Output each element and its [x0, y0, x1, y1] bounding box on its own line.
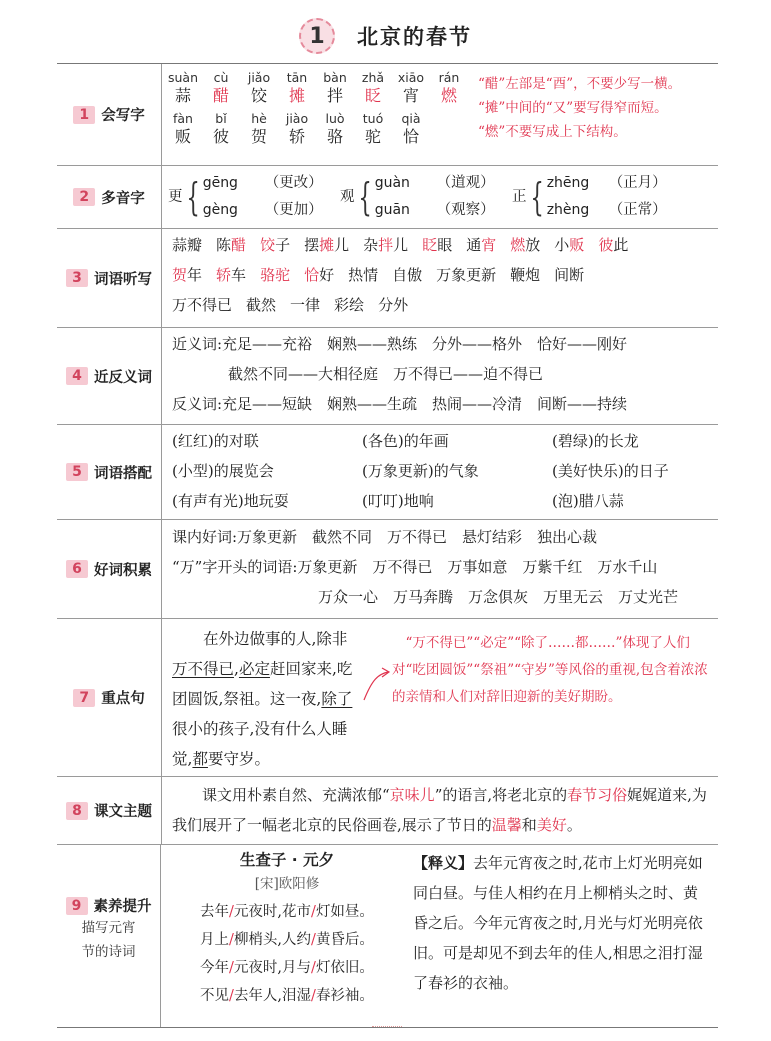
wan-words-line-2: 万众一心 万马奔腾 万念俱灰 万里无云 万丈光芒 [318, 588, 679, 606]
dictation-word [216, 260, 246, 290]
poem-line [171, 898, 403, 926]
row-subtitle: 描写元宵 [81, 920, 136, 936]
sentence-part: , [234, 660, 239, 678]
char-pinyin: rán [438, 70, 460, 85]
char-hanzi: 蒜 [174, 86, 191, 105]
char-hanzi: 驼 [364, 127, 381, 146]
collocation-item: (红红)的对联 [172, 432, 259, 450]
poem-segment: 去年人,泪湿 [233, 988, 312, 1004]
polyphone-group [168, 170, 340, 224]
text-part: ”的语言,将老北京的 [434, 786, 568, 804]
row-label [57, 777, 162, 844]
poem [171, 848, 403, 1027]
dictation-word [172, 260, 202, 290]
char-hanzi: 恰 [402, 127, 419, 146]
row-subtitle-2: 节的诗词 [81, 944, 136, 960]
word-part: 好 [319, 266, 335, 284]
char-hanzi: 燃 [440, 86, 457, 105]
dictation-word [466, 230, 496, 260]
word-part: 醋 [231, 236, 247, 254]
row-content [162, 425, 748, 519]
char-hanzi: 彼 [212, 127, 229, 146]
poem-lines [171, 898, 403, 1010]
collocation-item: (万象更新)的气象 [362, 462, 479, 480]
dictation-word [172, 230, 202, 260]
row-label [57, 425, 162, 519]
rhythm-slash: / [229, 904, 234, 920]
row-title: 词语听写 [94, 271, 152, 288]
word-part: 骆驼 [260, 266, 291, 284]
dictation-word [334, 290, 364, 320]
word-part: 分外 [378, 296, 409, 314]
char-pinyin: bǐ [215, 111, 227, 126]
char-pinyin: suàn [167, 70, 199, 85]
char-item [278, 111, 316, 148]
word-part: 蒜 [172, 236, 188, 254]
row-dictation [57, 229, 718, 328]
rhythm-slash: / [311, 904, 316, 920]
row-label [57, 229, 162, 327]
poem-segment: 不见 [200, 988, 230, 1004]
poem-segment: 灯如昼。 [315, 904, 374, 920]
reading-pinyin: gèng [202, 202, 238, 218]
reading-pinyin: guān [374, 202, 410, 218]
dictation-word [554, 260, 584, 290]
char-pinyin: luò [325, 111, 345, 126]
polyphone-reading [203, 170, 323, 197]
word-part: 瓣 [187, 236, 203, 254]
row-title: 好词积累 [94, 562, 152, 579]
dictation-word [554, 230, 584, 260]
row-writing-chars [57, 64, 718, 166]
char-pinyin: qià [401, 111, 421, 126]
poem-segment: 柳梢头,人约 [233, 932, 312, 948]
char-item [392, 111, 430, 148]
dictation-line [172, 260, 712, 290]
polyphone-char: 更 [168, 189, 183, 205]
dictation-word [436, 260, 496, 290]
word-part: 间断 [554, 266, 585, 284]
word-part: 摊 [319, 236, 335, 254]
char-pinyin: fàn [173, 111, 193, 126]
lesson-header [0, 14, 771, 58]
word-part: 杂 [363, 236, 379, 254]
sentence-part: 赶回家来,吃团圆饭,祭祖。这一夜, [172, 660, 353, 708]
row-content [162, 619, 718, 776]
reading-pinyin: zhēng [546, 175, 590, 191]
row-label [57, 166, 162, 228]
char-pinyin: bàn [323, 70, 347, 85]
word-part: 通 [466, 236, 482, 254]
row-title: 词语搭配 [94, 465, 152, 482]
word-part: 摆 [304, 236, 320, 254]
row-key-sentence [57, 619, 718, 777]
sentence-part: 要守岁。 [207, 750, 270, 768]
dictation-word [378, 290, 408, 320]
reading-pinyin: guàn [374, 175, 410, 191]
word-part: 燃 [510, 236, 526, 254]
row-content [162, 328, 718, 424]
char-hanzi: 宵 [402, 86, 419, 105]
row-content [162, 166, 718, 228]
poem-explanation [403, 848, 712, 1027]
dictation-word [260, 260, 290, 290]
row-label [57, 64, 162, 165]
reading-word: （正常） [608, 202, 667, 218]
row-number: 4 [66, 367, 88, 385]
char-item [240, 70, 278, 107]
word-part: 万不得已 [172, 296, 233, 314]
char-pinyin: jiào [285, 111, 309, 126]
row-label [57, 328, 162, 424]
char-hanzi: 贺 [250, 127, 267, 146]
char-line-2 [164, 111, 470, 148]
poem-segment: 元夜时,花市 [233, 904, 312, 920]
word-part: 小 [554, 236, 570, 254]
dictation-word [304, 230, 349, 260]
note-1: “醋”左部是“酉”，不要少写一横。 [478, 76, 682, 92]
char-hanzi: 轿 [288, 127, 305, 146]
text-part: 和 [521, 816, 537, 834]
dictation-word [290, 290, 320, 320]
explanation-text: 去年元宵夜之时,花市上灯光明亮如同白昼。与佳人相约在月上柳梢头之时、黄昏之后。今年元宵夜之时,月光与灯光明亮依旧。可是却见不到去年的佳人,相思之泪打湿了春衫的衣袖。 [413, 854, 703, 992]
sentence-part: 在外边做事的人,除非 [203, 630, 348, 648]
row-number: 3 [66, 269, 88, 287]
row-content [162, 520, 718, 618]
synonym-line: 近义词:充足——充裕 娴熟——熟练 分外——格外 恰好——刚好 [172, 335, 628, 353]
poem-segment: 月上 [200, 932, 230, 948]
char-line-1 [164, 70, 470, 107]
row-title: 多音字 [101, 190, 145, 207]
underlined-word: 万不得已 [172, 660, 235, 678]
poem-line [171, 954, 403, 982]
word-part: 拌 [378, 236, 394, 254]
row-number: 7 [73, 689, 95, 707]
reading-pinyin: gēng [202, 175, 238, 191]
char-item [202, 111, 240, 148]
collocation-item: (美好快乐)的日子 [552, 462, 669, 480]
char-item [354, 111, 392, 148]
poem-segment: 今年 [200, 960, 230, 976]
key-sentence [168, 624, 362, 776]
row-content [162, 64, 718, 165]
polyphone-group [340, 170, 512, 224]
dictation-word [260, 230, 290, 260]
collocation-item: (泡)腊八蒜 [552, 492, 624, 510]
row-good-words [57, 520, 718, 619]
rhythm-slash: / [229, 988, 234, 1004]
polyphone-readings [547, 170, 667, 224]
polyphone-group [512, 170, 667, 224]
brace-symbol: { [185, 175, 200, 219]
dictation-word [510, 260, 540, 290]
theme-text [162, 777, 718, 844]
antonym-line: 反义词:充足——短缺 娴熟——生疏 热闹——冷清 间断——持续 [172, 395, 628, 413]
char-pinyin: tān [286, 70, 308, 85]
keyword: 美好 [536, 816, 567, 834]
row-polyphones [57, 166, 718, 229]
note-3: “燃”不要写成上下结构。 [478, 124, 627, 140]
char-hanzi: 拌 [326, 86, 343, 105]
reading-word: （道观） [436, 175, 495, 191]
collocation-item: (碧绿)的长龙 [552, 432, 639, 450]
text-part: 课文用朴素自然、充满浓郁“ [202, 786, 390, 804]
char-pinyin: tuó [362, 111, 384, 126]
page-footer-mark [372, 1026, 402, 1033]
word-part: 宵 [481, 236, 497, 254]
dictation-word [216, 230, 246, 260]
word-part: 彩绘 [334, 296, 365, 314]
rhythm-slash: / [229, 932, 234, 948]
char-pinyin: xiāo [397, 70, 425, 85]
reading-word: （更加） [264, 202, 323, 218]
char-item [354, 70, 392, 107]
poem-title: 生查子 · 元夕 [239, 851, 335, 869]
char-hanzi: 饺 [250, 86, 267, 105]
word-part: 热情 [348, 266, 379, 284]
char-item [392, 70, 430, 107]
word-part: 轿 [216, 266, 232, 284]
poem-line [171, 926, 403, 954]
keyword: 春节习俗 [567, 786, 628, 804]
collocation-item: (小型)的展览会 [172, 462, 274, 480]
row-content [161, 845, 718, 1027]
row-number: 9 [66, 897, 88, 915]
char-item [164, 70, 202, 107]
char-hanzi: 贩 [174, 127, 191, 146]
pointer-arrow [362, 650, 390, 710]
poem-line [171, 982, 403, 1010]
char-item [164, 111, 202, 148]
word-part: 儿 [334, 236, 350, 254]
word-part: 儿 [393, 236, 409, 254]
word-part: 自傲 [392, 266, 423, 284]
char-pinyin: zhǎ [361, 70, 385, 85]
word-part: 截然 [246, 296, 277, 314]
word-part: 贩 [569, 236, 585, 254]
rhythm-slash: / [311, 932, 316, 948]
char-pinyin: hè [251, 111, 267, 126]
poem-segment: 春衫袖。 [315, 988, 374, 1004]
row-number: 8 [66, 802, 88, 820]
polyphone-readings [375, 170, 495, 224]
text-part: 。 [566, 816, 582, 834]
polyphone-reading [547, 170, 667, 197]
poem-segment: 黄昏后。 [315, 932, 374, 948]
row-label [57, 520, 162, 618]
summary-table [57, 63, 718, 1028]
row-title: 会写字 [101, 108, 145, 124]
underlined-word: 除了 [321, 690, 353, 708]
row-title: 重点句 [101, 691, 145, 707]
char-item [202, 70, 240, 107]
row-number: 2 [73, 188, 95, 206]
reading-word: （更改） [264, 175, 323, 191]
word-part: 年 [187, 266, 203, 284]
polyphone-char: 观 [340, 189, 355, 205]
row-theme [57, 777, 718, 845]
lesson-title: 北京的春节 [357, 25, 472, 49]
wan-words-line: “万”字开头的词语:万象更新 万不得已 万事如意 万紫千红 万水千山 [172, 558, 658, 576]
row-literacy [57, 845, 718, 1028]
sentence-part: 很小的孩子,没有什么人睡觉, [172, 720, 348, 768]
word-part: 鞭炮 [510, 266, 541, 284]
reading-pinyin: zhèng [546, 202, 590, 218]
rhythm-slash: / [229, 960, 234, 976]
reading-word: （正月） [608, 175, 667, 191]
reading-word: （观察） [436, 202, 495, 218]
keyword: 京味儿 [389, 786, 435, 804]
char-item [316, 70, 354, 107]
row-title: 近反义词 [94, 369, 152, 386]
dictation-word [598, 230, 628, 260]
explanation-tag: 【释义】 [413, 854, 474, 872]
word-part: 一律 [290, 296, 321, 314]
row-title: 素养提升 [93, 899, 152, 915]
collocation-item: (叮叮)地响 [362, 492, 434, 510]
word-part: 眼 [437, 236, 453, 254]
char-item [316, 111, 354, 148]
polyphone-reading [203, 197, 323, 224]
brace-symbol: { [529, 175, 544, 219]
word-part: 陈 [216, 236, 232, 254]
good-words-line: 课内好词:万象更新 截然不同 万不得已 悬灯结彩 独出心裁 [172, 528, 598, 546]
polyphone-readings [203, 170, 323, 224]
char-hanzi: 骆 [326, 127, 343, 146]
char-hanzi: 眨 [364, 86, 381, 105]
row-content [162, 229, 718, 327]
poem-segment: 灯依旧。 [315, 960, 374, 976]
sentence-analysis: “万不得已”“必定”“除了……都……”体现了人们对“吃团圆饭”“祭祖”“守岁”等风俗的重视,包含着浓浓的亲情和人们对辞旧迎新的美好期盼。 [392, 635, 708, 705]
char-pinyin: jiǎo [247, 70, 271, 85]
dictation-word [363, 230, 408, 260]
dictation-word [304, 260, 334, 290]
dictation-word [172, 290, 232, 320]
row-number: 1 [73, 106, 95, 124]
word-part: 饺 [260, 236, 276, 254]
brace-symbol: { [357, 175, 372, 219]
row-label [57, 619, 162, 776]
dictation-word [246, 290, 276, 320]
word-part: 子 [275, 236, 291, 254]
char-pinyin: cù [213, 70, 229, 85]
underlined-word: 都 [192, 750, 208, 768]
dictation-word [510, 230, 540, 260]
dictation-line [172, 290, 712, 320]
lesson-number: 1 [309, 23, 325, 49]
char-item [430, 70, 468, 107]
writing-notes [470, 70, 718, 165]
text-part: 娓娓道来,为我们展开了一幅老北京的民俗画卷,展示了节日的 [172, 786, 707, 834]
char-item [240, 111, 278, 148]
word-part: 此 [613, 236, 629, 254]
char-hanzi: 醋 [212, 86, 229, 105]
row-title: 课文主题 [94, 804, 152, 820]
word-part: 彼 [598, 236, 614, 254]
polyphone-reading [375, 170, 495, 197]
dictation-word [392, 260, 422, 290]
poem-author: [宋]欧阳修 [254, 876, 320, 892]
rhythm-slash: / [311, 988, 316, 1004]
polyphone-reading [547, 197, 667, 224]
dictation-word [422, 230, 452, 260]
dictation-word [348, 260, 378, 290]
row-collocations [57, 425, 718, 520]
row-number: 6 [66, 560, 88, 578]
dictation-line [172, 230, 712, 260]
poem-segment: 元夜时,月与 [233, 960, 312, 976]
row-number: 5 [66, 463, 88, 481]
char-hanzi: 摊 [288, 86, 305, 105]
lesson-number-badge [299, 18, 335, 54]
word-part: 恰 [304, 266, 320, 284]
poem-segment: 去年 [200, 904, 230, 920]
word-part: 贺 [172, 266, 188, 284]
note-2: “摊”中间的“又”要写得窄而短。 [478, 100, 668, 116]
rhythm-slash: / [311, 960, 316, 976]
row-label [57, 845, 161, 1027]
synonym-line-2: 截然不同——大相径庭 万不得已——迫不得已 [228, 365, 544, 383]
keyword: 温馨 [491, 816, 522, 834]
underlined-word: 必定 [238, 660, 270, 678]
word-part: 眨 [422, 236, 438, 254]
collocation-item: (各色)的年画 [362, 432, 449, 450]
row-synonyms [57, 328, 718, 425]
word-part: 万象更新 [436, 266, 497, 284]
char-item [278, 70, 316, 107]
word-part: 车 [231, 266, 247, 284]
polyphone-reading [375, 197, 495, 224]
polyphone-char: 正 [512, 189, 527, 205]
collocation-item: (有声有光)地玩耍 [172, 492, 289, 510]
word-part: 放 [525, 236, 541, 254]
